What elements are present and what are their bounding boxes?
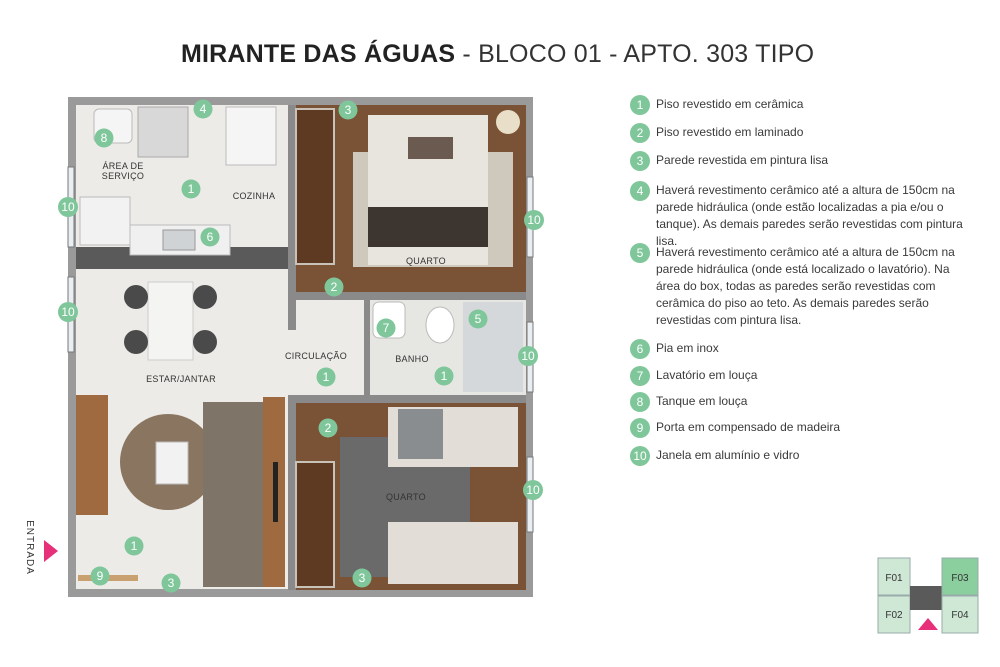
room-label-banho: BANHO [395, 354, 429, 364]
svg-text:6: 6 [206, 230, 214, 244]
entrance-arrow-icon [44, 540, 58, 562]
room-label-cozinha: COZINHA [232, 191, 276, 201]
legend-text: Lavatório em louça [656, 368, 758, 382]
room-label-area-servico-line2: SERVIÇO [101, 171, 145, 181]
legend-number: 2 [630, 123, 650, 143]
dining-chair [124, 330, 148, 354]
room-label-estar-jantar: ESTAR/JANTAR [146, 374, 216, 384]
room-label-area-servico-line1: ÁREA DE [102, 161, 144, 171]
legend-item-7 [630, 366, 975, 386]
room-label-quarto-1: QUARTO [406, 256, 446, 266]
legend-number: 1 [630, 95, 650, 115]
room-label-quarto-2: QUARTO [386, 492, 426, 502]
entrance-label-box [18, 520, 38, 580]
wardrobe-bedroom-1 [296, 109, 334, 264]
svg-text:10: 10 [521, 349, 535, 363]
legend-text: Parede revestida em pintura lisa [656, 153, 829, 167]
legend-text: Piso revestido em cerâmica [656, 97, 804, 111]
legend-number: 7 [630, 366, 650, 386]
svg-text:1: 1 [440, 369, 448, 383]
fridge [226, 107, 276, 165]
svg-text:1: 1 [130, 539, 138, 553]
title-separator: - [455, 40, 479, 68]
bed-1-pillow [408, 137, 453, 159]
legend-number: 3 [630, 151, 650, 171]
legend-item-3 [630, 151, 975, 171]
svg-text:2: 2 [330, 280, 338, 294]
key-plan [878, 558, 978, 635]
legend-item-5 [630, 243, 975, 329]
legend-text: Pia em inox [656, 341, 719, 355]
svg-text:5: 5 [474, 312, 482, 326]
coffee-table [156, 442, 188, 484]
svg-text:10: 10 [61, 305, 75, 319]
legend-text: Haverá revestimento cerâmico até a altura de 150cm na parede hidráulica (onde está localizado o lavatório). Na área do box, todas as paredes serão revestidas com cerâmica do piso ao teto. As demais paredes serão revestidas com pintura lisa. [656, 245, 955, 327]
legend-number: 10 [630, 446, 650, 466]
legend-item-4 [630, 181, 975, 250]
entrance-label: ENTRADA [23, 520, 35, 575]
legend-item-2 [630, 123, 975, 143]
svg-text:8: 8 [100, 131, 108, 145]
wall-bath-bedroom [296, 395, 526, 403]
key-label-f01: F01 [885, 573, 903, 584]
svg-text:4: 4 [199, 102, 207, 116]
sofa [203, 402, 263, 587]
legend-item-1 [630, 95, 975, 115]
svg-text:10: 10 [527, 213, 541, 227]
legend-text: Porta em compensado de madeira [656, 420, 841, 434]
legend-number: 5 [630, 243, 650, 263]
svg-text:10: 10 [526, 483, 540, 497]
toilet [426, 307, 454, 343]
washing-machine [80, 197, 130, 245]
svg-text:2: 2 [324, 421, 332, 435]
dining-table [148, 282, 193, 360]
legend-number: 8 [630, 392, 650, 412]
kitchen-sink [163, 230, 195, 250]
svg-text:1: 1 [322, 370, 330, 384]
svg-text:9: 9 [96, 569, 104, 583]
dining-chair [124, 285, 148, 309]
bed-1-throw [368, 207, 488, 247]
bed-2a-throw [398, 409, 443, 459]
legend-text: Janela em alumínio e vidro [656, 448, 800, 462]
legend-item-9 [630, 418, 975, 438]
bed-2b [388, 522, 518, 584]
page-title [181, 40, 814, 69]
key-core [910, 586, 942, 610]
legend-number: 6 [630, 339, 650, 359]
svg-text:3: 3 [358, 571, 366, 585]
dining-chair [193, 330, 217, 354]
room-label-circulacao: CIRCULAÇÃO [284, 351, 348, 361]
svg-text:7: 7 [382, 321, 390, 335]
wardrobe-bedroom-2 [296, 462, 334, 587]
tv [273, 462, 278, 522]
legend-text: Haverá revestimento cerâmico até a altura de 150cm na parede hidráulica (onde estão localizadas a pia e/ou o tanque). As demais paredes serão revestidas com pintura lisa. [656, 183, 963, 248]
legend-number: 4 [630, 181, 650, 201]
svg-text:3: 3 [344, 103, 352, 117]
title-rest: BLOCO 01 - APTO. 303 TIPO [478, 40, 815, 68]
stove [138, 107, 188, 157]
key-entrance-arrow-icon [918, 618, 938, 630]
legend-text: Piso revestido em laminado [656, 125, 804, 139]
sideboard [76, 395, 108, 515]
dining-chair [193, 285, 217, 309]
key-label-f04: F04 [951, 610, 969, 621]
svg-text:3: 3 [167, 576, 175, 590]
title-bold: MIRANTE DAS ÁGUAS [181, 40, 456, 68]
lamp-bedroom-1 [496, 110, 520, 134]
legend-item-8 [630, 392, 975, 412]
legend-text: Tanque em louça [656, 394, 748, 408]
svg-text:1: 1 [187, 182, 195, 196]
key-label-f02: F02 [885, 610, 903, 621]
wall-kitchen-bedroom [288, 105, 296, 330]
legend-number: 9 [630, 418, 650, 438]
wall-living-bedroom [288, 395, 296, 590]
key-label-f03: F03 [951, 573, 969, 584]
floor-plan [61, 97, 541, 597]
legend-item-6 [630, 339, 975, 359]
legend-item-10 [630, 446, 975, 466]
wall-bath-left [364, 297, 370, 397]
svg-text:10: 10 [61, 200, 75, 214]
